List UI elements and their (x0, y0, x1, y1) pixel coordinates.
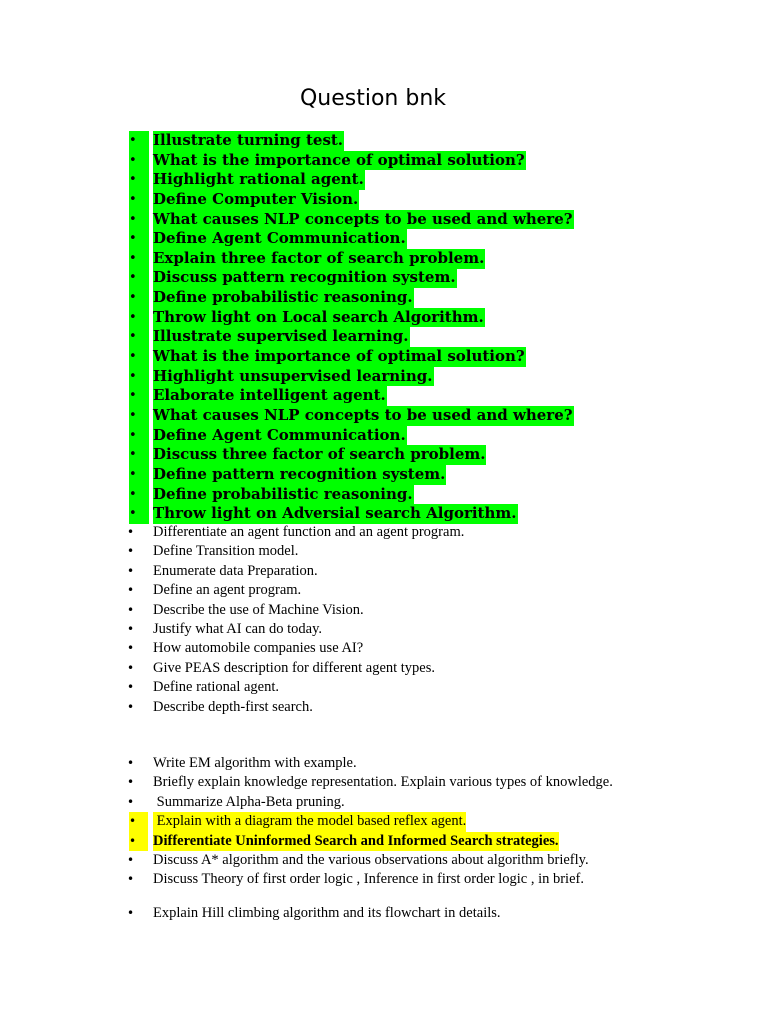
question-text: Discuss Theory of first order logic , Inference in first order logic , in brief. (153, 871, 584, 888)
bullet: • (129, 347, 149, 367)
bullet: • (129, 190, 149, 210)
question-text: Describe depth-first search. (153, 698, 313, 715)
question-text: Throw light on Adversial search Algorithm. (153, 504, 517, 523)
question-text: What is the importance of optimal solution? (153, 347, 525, 366)
bullet: • (129, 386, 149, 406)
question-text: Highlight unsupervised learning. (153, 366, 433, 385)
bullet: • (129, 210, 149, 230)
bullet: • (127, 563, 135, 578)
question-text: Briefly explain knowledge representation. Explain various types of knowledge. (153, 774, 613, 791)
bullet: • (129, 485, 149, 505)
bullet: • (127, 775, 135, 790)
question-text: Discuss three factor of search problem. (153, 445, 486, 464)
question-text: Explain with a diagram the model based reflex agent. (153, 812, 466, 831)
question-text: Define Transition model. (153, 543, 299, 560)
question-text: Highlight rational agent. (153, 170, 364, 189)
page-title: Question bnk (299, 86, 447, 111)
bullet: • (127, 794, 135, 809)
bullet: • (127, 852, 135, 867)
bullet: • (129, 151, 149, 171)
bullet: • (129, 249, 149, 269)
bullet: • (129, 445, 149, 465)
question-text: Define an agent program. (153, 582, 302, 599)
question-text: Elaborate intelligent agent. (153, 386, 386, 405)
bullet: • (129, 229, 149, 249)
question-text: Summarize Alpha-Beta pruning. (153, 793, 345, 810)
bullet: • (127, 906, 135, 921)
question-text: Define pattern recognition system. (153, 464, 446, 483)
question-text: Discuss pattern recognition system. (153, 268, 456, 287)
question-text: What causes NLP concepts to be used and where? (153, 405, 573, 424)
bullet: • (127, 544, 135, 559)
bullet: • (129, 131, 149, 151)
bullet: • (127, 525, 135, 539)
question-text: What causes NLP concepts to be used and where? (153, 209, 573, 228)
question-text: Throw light on Local search Algorithm. (153, 307, 484, 326)
bullet: • (127, 621, 135, 636)
bullet: • (129, 367, 149, 387)
question-text: Define probabilistic reasoning. (153, 288, 413, 307)
question-text: Illustrate supervised learning. (153, 327, 409, 346)
bullet: • (129, 327, 149, 347)
bullet: • (129, 288, 149, 308)
question-text: Differentiate Uninformed Search and Informed Search strategies. (153, 832, 559, 851)
question-text: Define Agent Communication. (153, 425, 406, 444)
question-text: Define probabilistic reasoning. (153, 484, 413, 503)
bullet: • (129, 268, 149, 288)
bullet: • (127, 641, 135, 656)
bullet: • (129, 812, 148, 831)
bullet: • (129, 308, 149, 328)
question-text: Differentiate an agent function and an agent program. (153, 524, 465, 540)
question-text: How automobile companies use AI? (153, 640, 364, 657)
bullet: • (129, 426, 149, 446)
bullet: • (129, 832, 148, 851)
question-text: Explain three factor of search problem. (153, 248, 485, 267)
question-text: Write EM algorithm with example. (153, 755, 357, 771)
bullet: • (129, 170, 149, 190)
bullet: • (129, 465, 149, 485)
bullet: • (129, 504, 149, 524)
question-text: Define Computer Vision. (153, 189, 359, 208)
question-text: Give PEAS description for different agent types. (153, 659, 436, 676)
question-text: Justify what AI can do today. (153, 620, 323, 637)
question-text: Illustrate turning test. (153, 131, 344, 149)
question-text: Describe the use of Machine Vision. (153, 601, 364, 618)
bullet: • (127, 602, 135, 617)
question-text: Define rational agent. (153, 679, 280, 696)
bullet: • (127, 872, 135, 887)
question-text: Discuss A* algorithm and the various observations about algorithm briefly. (153, 851, 589, 868)
question-text: Explain Hill climbing algorithm and its flowchart in details. (153, 905, 501, 922)
bullet: • (127, 699, 135, 714)
question-text: Enumerate data Preparation. (153, 562, 318, 579)
bullet: • (127, 583, 135, 598)
bullet: • (127, 660, 135, 675)
bullet: • (127, 680, 135, 695)
question-text: What is the importance of optimal solution? (153, 150, 525, 169)
bullet: • (127, 756, 135, 770)
bullet: • (129, 406, 149, 426)
question-text: Define Agent Communication. (153, 229, 406, 248)
